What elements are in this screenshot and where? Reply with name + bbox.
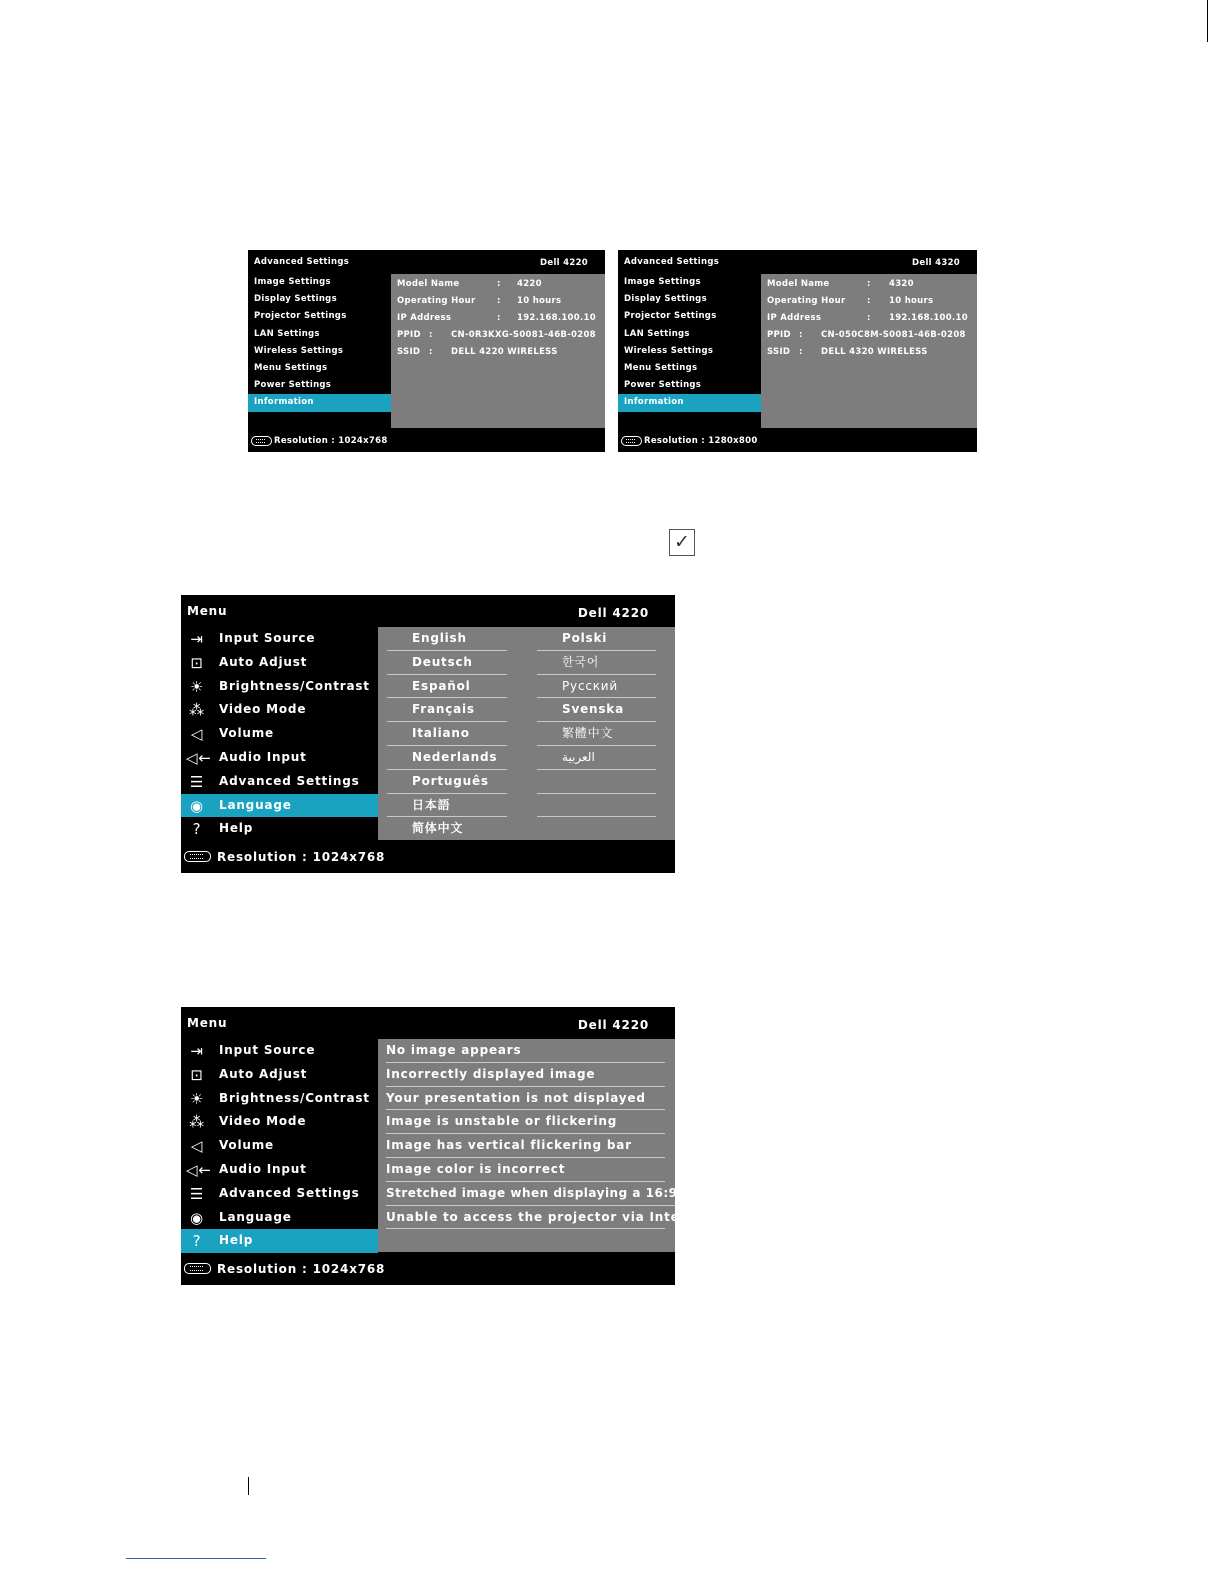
menu-item-label: Video Mode	[219, 1114, 307, 1129]
menu-item-label: Language	[219, 1209, 292, 1224]
menu-item-audio-input[interactable]	[181, 746, 378, 770]
menu-item-label: Audio Input	[219, 1161, 307, 1176]
audio-input-icon: ◁←	[186, 1160, 212, 1179]
menu-item-brightness-contrast[interactable]	[181, 1087, 378, 1111]
osd-model: Dell 4220	[540, 258, 588, 268]
audio-input-icon: ◁←	[186, 748, 212, 767]
sidebar-item-wireless-settings[interactable]: Wireless Settings	[624, 345, 714, 356]
language-label: 简体中文	[412, 821, 464, 836]
osd-model: Dell 4320	[912, 258, 960, 268]
info-value: 192.168.100.10	[517, 313, 596, 323]
language-option[interactable]	[537, 627, 656, 651]
menu-item-label: Brightness/Contrast	[219, 1090, 370, 1105]
input-source-icon: ⇥	[190, 630, 204, 648]
info-panel	[391, 274, 605, 428]
osd-title: Advanced Settings	[254, 257, 350, 267]
menu-item-language[interactable]	[181, 1206, 378, 1230]
info-value: 10 hours	[517, 296, 562, 306]
menu-item-advanced-settings[interactable]	[181, 1182, 378, 1206]
menu-item-label: Auto Adjust	[219, 654, 308, 669]
vga-connector-icon	[621, 436, 642, 446]
menu-item-language[interactable]	[181, 794, 378, 818]
language-label: العربية	[562, 750, 595, 764]
resolution-text: Resolution : 1024x768	[217, 1262, 386, 1276]
volume-icon: ◁	[190, 1137, 204, 1156]
vga-connector-icon	[184, 1263, 211, 1274]
info-value: DELL 4220 WIRELESS	[451, 347, 558, 357]
sidebar-item-menu-settings[interactable]: Menu Settings	[624, 362, 698, 373]
help-topic[interactable]: Your presentation is not displayed	[386, 1087, 665, 1111]
language-label: Español	[412, 678, 471, 693]
sidebar-item-menu-settings[interactable]: Menu Settings	[254, 362, 328, 373]
menu-item-label: Audio Input	[219, 749, 307, 764]
sidebar-item-projector-settings[interactable]: Projector Settings	[624, 311, 717, 322]
language-option-empty	[537, 794, 656, 818]
help-topic[interactable]: Image has vertical flickering bar	[386, 1134, 665, 1158]
info-value: 4220	[517, 279, 542, 289]
resolution-text: Resolution : 1024x768	[217, 850, 386, 864]
osd-model: Dell 4220	[577, 1018, 649, 1032]
info-value: CN-050C8M-S0081-46B-0208	[821, 330, 966, 340]
language-option[interactable]	[537, 698, 656, 722]
menu-item-video-mode[interactable]	[181, 698, 378, 722]
brightness-icon: ☀	[189, 677, 205, 696]
volume-icon: ◁	[190, 725, 204, 744]
sidebar-item-lan-settings[interactable]: LAN Settings	[254, 328, 320, 339]
osd-main-menu	[181, 627, 378, 841]
menu-item-help[interactable]	[181, 1229, 378, 1253]
menu-item-audio-input[interactable]	[181, 1158, 378, 1182]
advanced-settings-icon: ☰	[189, 1184, 205, 1203]
menu-item-input-source[interactable]	[181, 627, 378, 651]
video-mode-icon: ⁂	[189, 1113, 205, 1132]
osd-title: Advanced Settings	[624, 257, 720, 267]
globe-icon: ◉	[190, 796, 204, 815]
help-icon: ?	[192, 1232, 202, 1251]
menu-item-help[interactable]	[181, 817, 378, 841]
help-topic[interactable]: Stretched image when displaying a 16:9 DVD	[386, 1182, 675, 1206]
info-key: Model Name	[397, 279, 460, 289]
info-key: SSID	[397, 347, 421, 357]
info-colon: :	[867, 279, 871, 289]
osd-footer	[181, 840, 675, 873]
info-colon: :	[429, 330, 433, 340]
info-colon: :	[799, 330, 803, 340]
help-topic[interactable]: Unable to access the projector via Internet	[386, 1206, 665, 1230]
menu-item-label: Input Source	[219, 631, 316, 645]
osd-header	[181, 1007, 675, 1039]
menu-item-auto-adjust[interactable]	[181, 1063, 378, 1087]
menu-item-label: Language	[219, 797, 292, 812]
osd-footer	[248, 430, 605, 452]
osd-main-menu	[181, 1039, 378, 1253]
osd-title: Menu	[187, 604, 228, 618]
resolution-text: Resolution : 1280x800	[644, 436, 758, 446]
language-option[interactable]	[387, 675, 507, 699]
menu-item-label: Volume	[219, 726, 274, 741]
menu-item-label: Help	[219, 1233, 254, 1248]
input-source-icon: ⇥	[190, 1042, 204, 1060]
info-key: SSID	[767, 347, 791, 357]
resolution-text: Resolution : 1024x768	[274, 436, 388, 446]
info-panel	[761, 274, 977, 428]
language-option[interactable]	[537, 675, 656, 699]
language-label: Italiano	[412, 726, 470, 741]
language-label: 한국어	[562, 654, 600, 669]
language-label: English	[412, 631, 467, 645]
sidebar-item-display-settings[interactable]: Display Settings	[624, 294, 707, 305]
sidebar-item-projector-settings[interactable]: Projector Settings	[254, 311, 347, 322]
menu-item-video-mode[interactable]	[181, 1110, 378, 1134]
language-label: Svenska	[562, 702, 624, 717]
language-option[interactable]	[387, 794, 507, 818]
osd-header	[181, 595, 675, 627]
advanced-settings-icon: ☰	[189, 772, 205, 791]
menu-item-label: Volume	[219, 1138, 274, 1153]
language-option[interactable]	[387, 698, 507, 722]
auto-adjust-icon: ⊡	[190, 1065, 204, 1084]
info-key: Model Name	[767, 279, 830, 289]
language-label: Deutsch	[412, 654, 473, 669]
menu-item-volume[interactable]	[181, 722, 378, 746]
sidebar-item-power-settings[interactable]: Power Settings	[624, 380, 702, 391]
info-value: 192.168.100.10	[889, 313, 968, 323]
osd-header	[248, 250, 605, 274]
top-margin-rule	[1207, 0, 1208, 42]
language-label: 繁體中文	[562, 726, 614, 741]
sidebar-item-power-settings[interactable]: Power Settings	[254, 380, 332, 391]
menu-item-label: Auto Adjust	[219, 1066, 308, 1081]
language-panel	[378, 627, 675, 840]
help-icon: ?	[192, 820, 202, 839]
help-topic[interactable]: Image color is incorrect	[386, 1158, 665, 1182]
menu-item-label: Help	[219, 821, 254, 836]
sidebar-item-information[interactable]: Information	[248, 394, 391, 411]
sidebar-item-image-settings[interactable]: Image Settings	[624, 277, 701, 287]
language-menu-osd	[181, 595, 675, 873]
help-topic[interactable]: Incorrectly displayed image	[386, 1063, 665, 1087]
information-osd-4220	[248, 250, 605, 452]
sidebar-item-lan-settings[interactable]: LAN Settings	[624, 328, 690, 339]
info-key: Operating Hour	[397, 296, 476, 306]
menu-item-volume[interactable]	[181, 1134, 378, 1158]
language-option[interactable]	[537, 651, 656, 675]
language-label: Français	[412, 702, 475, 717]
language-option[interactable]	[537, 722, 656, 746]
vga-connector-icon	[184, 851, 211, 862]
language-option[interactable]	[387, 627, 507, 651]
osd-header	[618, 250, 977, 274]
osd-model: Dell 4220	[577, 606, 649, 620]
help-menu-osd	[181, 1007, 713, 1285]
language-option-empty	[537, 770, 656, 794]
menu-item-input-source[interactable]	[181, 1039, 378, 1063]
info-colon: :	[429, 347, 433, 357]
info-value: CN-0R3KXG-S0081-46B-0208	[451, 330, 596, 340]
help-panel	[378, 1039, 713, 1252]
info-value: DELL 4320 WIRELESS	[821, 347, 928, 357]
language-label: Nederlands	[412, 750, 498, 764]
language-option[interactable]	[387, 722, 507, 746]
vga-connector-icon	[251, 436, 272, 446]
language-label: 日本語	[412, 797, 451, 812]
info-colon: :	[867, 313, 871, 323]
info-colon: :	[497, 279, 501, 289]
help-topic[interactable]: No image appears	[386, 1039, 665, 1063]
language-option[interactable]	[537, 746, 656, 770]
language-label: Polski	[562, 631, 608, 645]
menu-item-advanced-settings[interactable]	[181, 770, 378, 794]
language-option[interactable]	[387, 651, 507, 675]
info-key: PPID	[767, 330, 791, 340]
language-label: Português	[412, 773, 489, 788]
osd-footer	[181, 1252, 675, 1285]
sidebar-item-information[interactable]: Information	[618, 394, 761, 411]
menu-item-label: Video Mode	[219, 702, 307, 717]
help-topic[interactable]: Image is unstable or flickering	[386, 1110, 665, 1134]
sidebar-item-wireless-settings[interactable]: Wireless Settings	[254, 345, 344, 356]
language-option[interactable]	[387, 770, 507, 794]
menu-item-label: Input Source	[219, 1043, 316, 1057]
osd-footer	[618, 430, 977, 452]
info-value: 4320	[889, 279, 914, 289]
menu-item-brightness-contrast[interactable]	[181, 675, 378, 699]
language-label: Русский	[562, 678, 618, 693]
footer-link-underline	[126, 1558, 266, 1559]
info-colon: :	[799, 347, 803, 357]
language-option[interactable]	[387, 746, 507, 770]
language-option[interactable]	[387, 817, 507, 841]
info-key: IP Address	[397, 313, 452, 323]
info-key: PPID	[397, 330, 421, 340]
brightness-icon: ☀	[189, 1089, 205, 1108]
info-value: 10 hours	[889, 296, 934, 306]
osd-sidebar	[618, 274, 761, 412]
menu-item-label: Advanced Settings	[219, 1185, 360, 1200]
info-colon: :	[497, 313, 501, 323]
info-key: IP Address	[767, 313, 822, 323]
info-colon: :	[497, 296, 501, 306]
auto-adjust-icon: ⊡	[190, 653, 204, 672]
note-checkmark-icon: ✓	[669, 529, 695, 556]
information-osd-4320	[618, 250, 977, 452]
menu-item-label: Brightness/Contrast	[219, 678, 370, 693]
menu-item-auto-adjust[interactable]	[181, 651, 378, 675]
info-key: Operating Hour	[767, 296, 846, 306]
osd-title: Menu	[187, 1016, 228, 1030]
video-mode-icon: ⁂	[189, 701, 205, 720]
footer-rule	[248, 1477, 249, 1495]
osd-sidebar	[248, 274, 391, 412]
menu-item-label: Advanced Settings	[219, 773, 360, 788]
globe-icon: ◉	[190, 1208, 204, 1227]
sidebar-item-display-settings[interactable]: Display Settings	[254, 294, 337, 305]
sidebar-item-image-settings[interactable]: Image Settings	[254, 277, 331, 287]
info-colon: :	[867, 296, 871, 306]
